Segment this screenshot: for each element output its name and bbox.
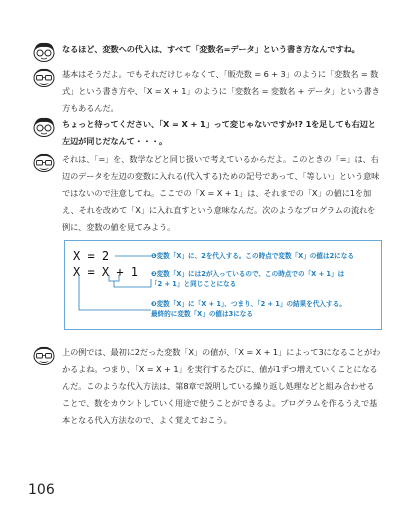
dialog-teacher-3 [30, 344, 382, 429]
code-example-box [64, 240, 382, 330]
teacher-avatar-icon [30, 66, 58, 88]
student-avatar-icon [30, 116, 58, 138]
annotation-2: ❷変数「X」には2が入っているので、この時点での「X + 1」は 「2 + 1」と同じことになる [151, 270, 345, 288]
dialog-text: 上の例では、最初に2だった変数「X」の値が、「X = X + 1」によって3になることがわかるよね。つまり、「X = X + 1」を実行するたびに、値が1ずつ増えていくことになるんだ。このような代入方法は、第8章で説明している繰り返し処理などと組み合わせることで、数をカウントしていく用途で使うことができるよ。プログラムを作るうえで基本となる代入方法なので、よく覚えておこう。 [62, 347, 381, 425]
dialog-teacher-1 [30, 66, 382, 117]
annotation-1: ❶変数「X」に、2を代入する。この時点で変数「X」の値は2になる [151, 252, 354, 260]
page-number: 106 [28, 482, 55, 498]
code-line-1: X = 2 [73, 249, 110, 263]
dialog-student-1 [30, 41, 382, 63]
dialog-text: なるほど、変数への代入は、すべて「変数名=データ」という書き方なんですね。 [62, 44, 360, 54]
code-line-2: X = X + 1 [73, 265, 139, 279]
annotation-3: ❸変数「X」に「X + 1」、つまり、「2 + 1」の結果を代入する。 最終的に変数「X」の値は3になる [151, 300, 346, 318]
dialog-text: 基本はそうだよ。でもそれだけじゃなくて、「販売数 = 6 + 3」のように「変数名 = 数式」という書き方や、「X = X + 1」のように「変数名 = 変数名 + データ」という書き方もあるんだ。 [62, 69, 380, 113]
dialog-student-2 [30, 116, 382, 150]
teacher-avatar-icon [30, 344, 58, 366]
student-avatar-icon [30, 41, 58, 63]
teacher-avatar-icon [30, 151, 58, 173]
dialog-text: ちょっと待ってください、「X = X + 1」って変じゃないですか!? 1を足しても右辺と左辺が同じだなんて・・・。 [62, 119, 376, 146]
dialog-teacher-2 [30, 151, 382, 236]
dialog-text: それは、「=」を、数学などと同じ扱いで考えているからだよ。このときの「=」は、右辺のデータを左辺の変数に入れる(代入する)ための記号であって、「等しい」という意味ではないので注意してね。ここでの「X = X + 1」は、それまでの「X」の値に1を加え、それを改めて「X」に入れ直すという意味なんだ。次のようなプログラムの流れを例に、変数の値を見てみよう。 [62, 154, 380, 232]
